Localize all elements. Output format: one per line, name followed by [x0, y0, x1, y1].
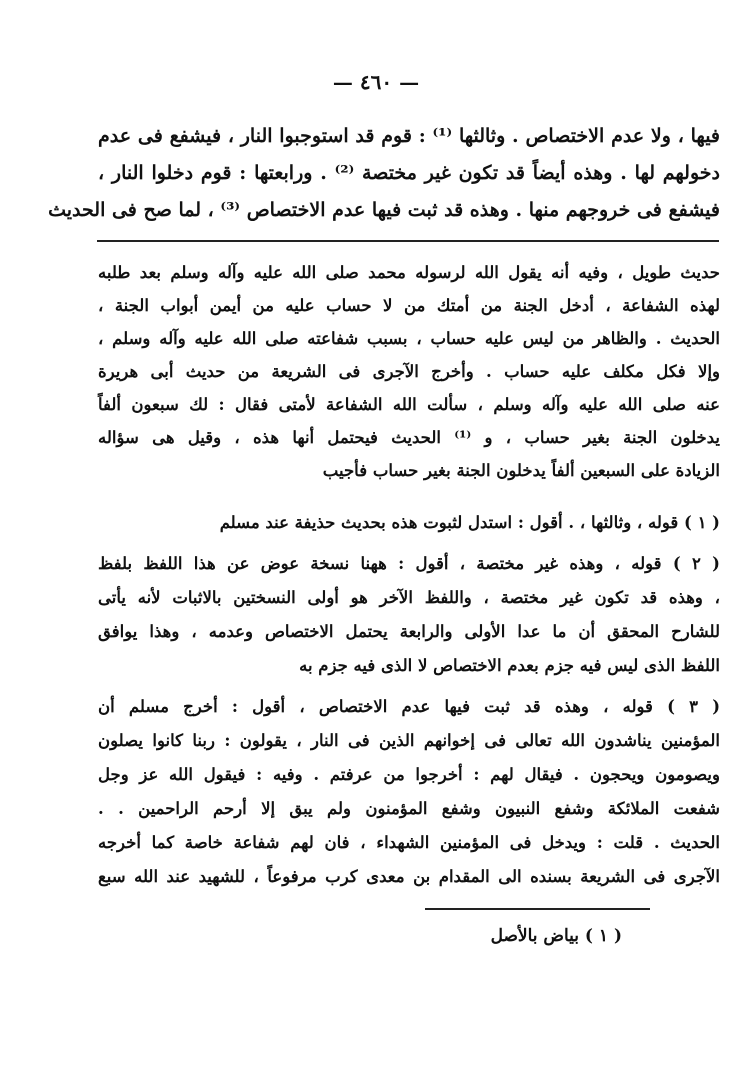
commentary-line: عنه صلى الله عليه وآله وسلم ، سألت الله الشفاعة لأمتى فقال : لك سبعون ألفاً [98, 395, 720, 414]
footnote-rule [425, 908, 650, 910]
main-line: فيها ، ولا عدم الاختصاص . وثالثها ⁽¹⁾ : قوم قد استوجبوا النار ، فيشفع فى عدم [98, 125, 721, 147]
commentary-line: حديث طويل ، وفيه أنه يقول الله لرسوله محمد صلى الله عليه وآله وسلم بعد طلبه [98, 263, 720, 282]
note-line: ( ٢ ) قوله ، وهذه غير مختصة ، أقول : ههنا نسخة عوض عن هذا اللفظ بلفظ [98, 554, 720, 573]
note-line: الآجرى فى الشريعة بسنده الى المقدام بن معدى كرب مرفوعاً ، للشهيد عند الله سبع [98, 867, 720, 886]
note-line: المؤمنين يناشدون الله تعالى فى إخوانهم الذين فى النار ، يقولون : ربنا كانوا يصلون [98, 731, 720, 750]
note-line: ، وهذه قد تكون غير مختصة ، واللفظ الآخر هو أولى النسختين بالاثبات لأنه يأتى [98, 588, 720, 607]
main-line: دخولهم لها . وهذه أيضاً قد تكون غير مختصة ⁽²⁾ . ورابعتها : قوم دخلوا النار ، [98, 162, 720, 184]
note-2 [98, 547, 720, 683]
main-text [48, 118, 721, 229]
note-line: للشارح المحقق أن ما عدا الأولى والرابعة يحتمل الاختصاص وعدمه ، وهذا يوافق [98, 622, 720, 641]
note-line: اللفظ الذى ليس فيه جزم بعدم الاختصاص لا الذى فيه جزم به [299, 656, 720, 675]
note-line: شفعت الملائكة وشفع النبيون وشفع المؤمنون ولم يبق إلا أرحم الراحمين . . [98, 799, 720, 818]
separator-rule [97, 240, 719, 242]
commentary-line: الحديث . والظاهر من ليس عليه حساب ، بسبب شفاعته صلى الله عليه وآله وسلم ، [98, 329, 720, 348]
footnote-line: ( ١ ) بياض بالأصل [490, 926, 622, 946]
commentary-line: وإلا فكل مكلف عليه حساب . وأخرج الآجرى فى الشريعة من حديث أبى هريرة [98, 362, 720, 381]
footnote [300, 920, 622, 952]
page-number: — ٤٦٠ — [332, 70, 420, 94]
note-line: ( ٣ ) قوله ، وهذه قد ثبت فيها عدم الاختصاص ، أقول : أخرج مسلم أن [98, 697, 720, 716]
note-1 [98, 506, 720, 540]
commentary-text [98, 256, 720, 487]
commentary-line: الزيادة على السبعين ألفاً يدخلون الجنة بغير حساب فأجيب [322, 461, 720, 480]
note-3 [98, 690, 720, 894]
commentary-line: يدخلون الجنة بغير حساب ، و ⁽¹⁾ الحديث فيحتمل أنها هذه ، وقيل هى سؤاله [98, 428, 720, 447]
commentary-line: لهذه الشفاعة ، أدخل الجنة من أمتك من لا حساب عليه من أيمن أبواب الجنة ، [98, 296, 720, 315]
note-line: ويصومون ويحجون . فيقال لهم : أخرجوا من عرفتم . وفيه : فيقول الله عز وجل [98, 765, 720, 784]
note-line: ( ١ ) قوله ، وثالثها ، . أقول : استدل لثبوت هذه بحديث حذيفة عند مسلم [219, 513, 720, 532]
note-line: الحديث . قلت : ويدخل فى المؤمنين الشهداء ، فان لهم شفاعة خاصة كما أخرجه [98, 833, 720, 852]
main-line: فيشفع فى خروجهم منها . وهذه قد ثبت فيها عدم الاختصاص ⁽³⁾ ، لما صح فى الحديث [48, 199, 720, 221]
